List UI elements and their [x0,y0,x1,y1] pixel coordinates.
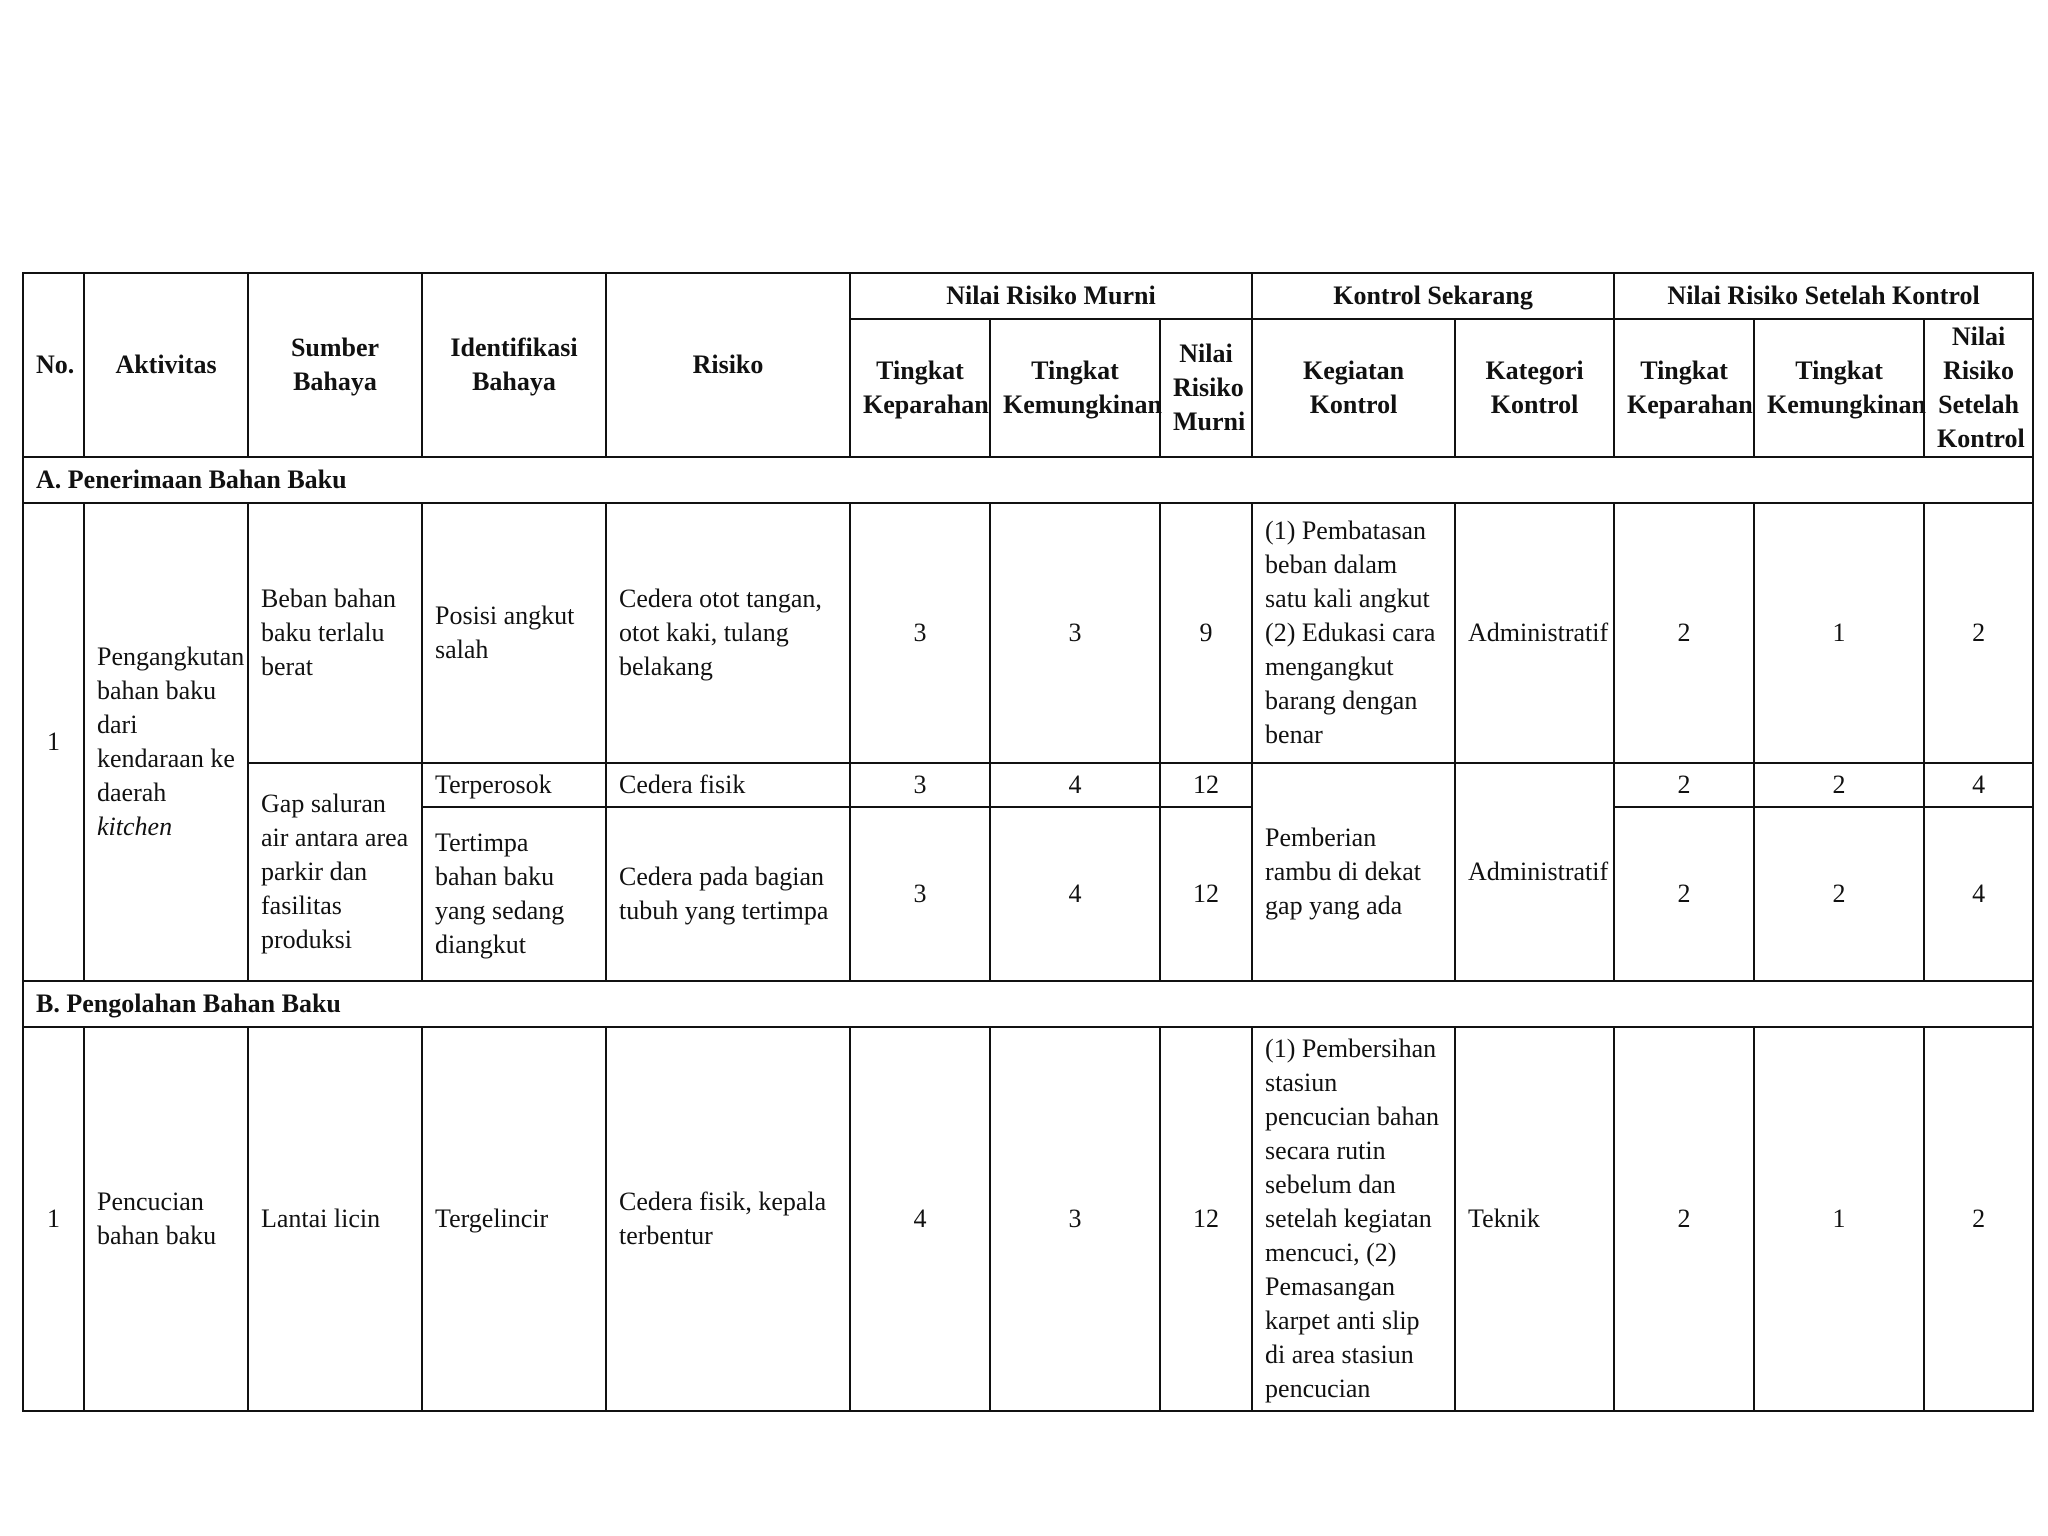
keparahan-after-cell: 2 [1614,503,1754,763]
keparahan-cell: 4 [850,1027,990,1411]
kemungkinan-after-cell: 1 [1754,1027,1924,1411]
header-kegiatan-kontrol: Kegiatan Kontrol [1252,319,1455,457]
nilai-murni-cell: 12 [1160,807,1252,981]
aktivitas-text: Pengangkutan bahan baku dari kendaraan ke daerah [97,642,245,807]
identifikasi-bahaya-cell: Posisi angkut salah [422,503,606,763]
kemungkinan-after-cell: 2 [1754,763,1924,807]
aktivitas-italic-text: kitchen [97,812,173,841]
header-sumber-bahaya: Sumber Bahaya [248,273,422,457]
nilai-murni-cell: 12 [1160,763,1252,807]
section-b-row [23,981,2033,1027]
section-a-title: A. Penerimaan Bahan Baku [23,457,2033,503]
kemungkinan-cell: 4 [990,807,1160,981]
kemungkinan-cell: 4 [990,763,1160,807]
kemungkinan-after-cell: 1 [1754,503,1924,763]
kategori-kontrol-cell: Administratif [1455,503,1614,763]
nilai-after-cell: 4 [1924,763,2033,807]
aktivitas-cell [84,503,248,981]
header-nilai-risiko-murni: Nilai Risiko Murni [850,273,1252,319]
kemungkinan-cell: 3 [990,1027,1160,1411]
header-risiko: Risiko [606,273,850,457]
keparahan-cell: 3 [850,763,990,807]
table-row [23,503,2033,763]
risiko-cell: Cedera pada bagian tubuh yang tertimpa [606,807,850,981]
keparahan-after-cell: 2 [1614,1027,1754,1411]
header-tingkat-keparahan-after: Tingkat Keparahan [1614,319,1754,457]
nilai-after-cell: 4 [1924,807,2033,981]
sumber-bahaya-cell: Beban bahan baku terlalu berat [248,503,422,763]
section-b-title: B. Pengolahan Bahan Baku [23,981,2033,1027]
row-no: 1 [23,503,84,981]
header-nilai-risiko-setelah-kontrol-col: Nilai Risiko Setelah Kontrol [1924,319,2033,457]
risiko-cell: Cedera fisik, kepala terbentur [606,1027,850,1411]
sumber-bahaya-cell: Gap saluran air antara area parkir dan fasilitas produksi [248,763,422,981]
header-row-1 [23,273,2033,319]
kegiatan-kontrol-cell: Pemberian rambu di dekat gap yang ada [1252,763,1455,981]
nilai-after-cell: 2 [1924,503,2033,763]
nilai-murni-cell: 9 [1160,503,1252,763]
risk-assessment-table [22,272,2034,1412]
risiko-cell: Cedera fisik [606,763,850,807]
risiko-cell: Cedera otot tangan, otot kaki, tulang belakang [606,503,850,763]
header-no: No. [23,273,84,457]
keparahan-after-cell: 2 [1614,807,1754,981]
header-kategori-kontrol: Kategori Kontrol [1455,319,1614,457]
keparahan-cell: 3 [850,807,990,981]
keparahan-after-cell: 2 [1614,763,1754,807]
identifikasi-bahaya-cell: Tertimpa bahan baku yang sedang diangkut [422,807,606,981]
kategori-kontrol-cell: Teknik [1455,1027,1614,1411]
kemungkinan-cell: 3 [990,503,1160,763]
aktivitas-cell: Pencucian bahan baku [84,1027,248,1411]
kategori-kontrol-cell: Administratif [1455,763,1614,981]
identifikasi-bahaya-cell: Terperosok [422,763,606,807]
table-row [23,763,2033,807]
nilai-murni-cell: 12 [1160,1027,1252,1411]
header-tingkat-kemungkinan: Tingkat Kemungkinan [990,319,1160,457]
header-aktivitas: Aktivitas [84,273,248,457]
keparahan-cell: 3 [850,503,990,763]
header-identifikasi-bahaya: Identifikasi Bahaya [422,273,606,457]
kemungkinan-after-cell: 2 [1754,807,1924,981]
header-nilai-risiko-setelah-kontrol: Nilai Risiko Setelah Kontrol [1614,273,2033,319]
section-a-row [23,457,2033,503]
identifikasi-bahaya-cell: Tergelincir [422,1027,606,1411]
header-tingkat-kemungkinan-after: Tingkat Kemungkinan [1754,319,1924,457]
header-nilai-risiko-murni-col: Nilai Risiko Murni [1160,319,1252,457]
kegiatan-kontrol-cell: (1) Pembersihan stasiun pencucian bahan secara rutin sebelum dan setelah kegiatan mencuci, (2) Pemasangan karpet anti slip di area stasiun pencucian [1252,1027,1455,1411]
table-row [23,1027,2033,1411]
nilai-after-cell: 2 [1924,1027,2033,1411]
header-kontrol-sekarang: Kontrol Sekarang [1252,273,1614,319]
sumber-bahaya-cell: Lantai licin [248,1027,422,1411]
header-tingkat-keparahan: Tingkat Keparahan [850,319,990,457]
kegiatan-kontrol-cell: (1) Pembatasan beban dalam satu kali angkut (2) Edukasi cara mengangkut barang dengan benar [1252,503,1455,763]
row-no: 1 [23,1027,84,1411]
